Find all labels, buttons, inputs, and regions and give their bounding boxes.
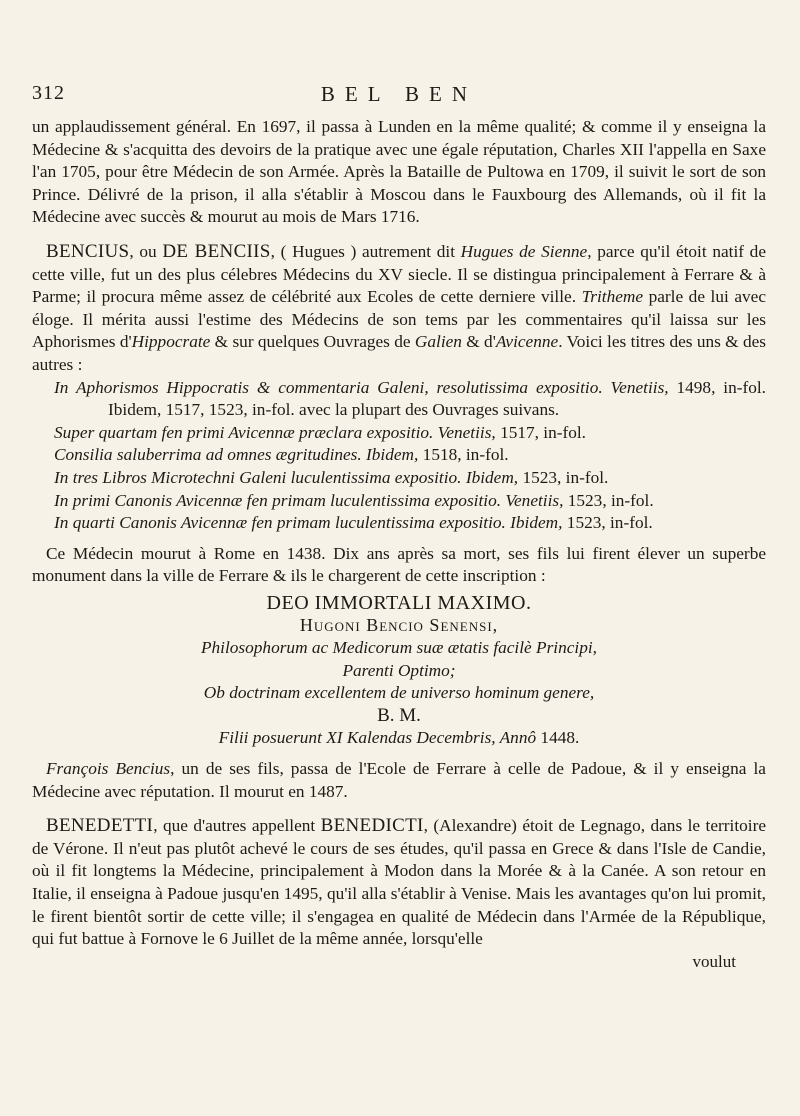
work-title-imprint: 1523, in-fol. (562, 513, 653, 533)
inscription-year: 1448. (536, 728, 580, 748)
catchword: voulut (692, 951, 736, 971)
text-fragment: & sur quelques Ouvrages de (210, 332, 415, 352)
entry-bencius (32, 241, 766, 377)
work-title-latin: Consilia saluberrima ad omnes ægritudines. Ibidem, (54, 445, 419, 465)
works-list (32, 377, 766, 535)
inscription-line (32, 727, 766, 750)
inscription-line: Philosophorum ac Medicorum suæ ætatis facilè Principi, (200, 638, 597, 658)
work-title (54, 490, 766, 513)
work-title-imprint: 1523, in-fol. (563, 490, 654, 510)
name-tritheme: Tritheme (581, 287, 644, 307)
alt-headword-benciis: DE BENCIIS (162, 240, 271, 262)
text-fragment: , que d'autres appellent (153, 816, 321, 836)
inscription-line: B. M. (377, 704, 421, 726)
page-body (32, 116, 766, 973)
work-title (54, 512, 766, 535)
inscription-dedication: Filii posuerunt XI Kalendas Decembris, Annô (218, 728, 537, 748)
work-title-imprint: 1517, in-fol. (495, 422, 587, 442)
work-title (54, 377, 766, 422)
text-fragment: , ou (129, 241, 163, 261)
text-fragment: & d' (461, 332, 496, 352)
running-head: BEL BEN (320, 82, 478, 106)
text-fragment: , (Alexandre) étoit de Legnago, dans le territoire de Vérone. Il n'eut pas plutôt achevé le cours de ses études, qu'il passa en Grece & dans l'Isle de Candie, où il fit longtems la Médecine, principalement à Modon dans la Morée & à la Canée. A son retour en Italie, il enseigna à Padoue jusqu'en 1495, qu'il alla s'établir à Venise. Mais les avantages qu'on lui promit, le firent bientôt sortir de cette ville; il s'engagea en qualité de Médecin dans l'Armée de la République, qui fut battue à Fornove le 6 Juillet de la même année, lorsqu'elle (32, 816, 766, 949)
name-francois: François Bencius (46, 759, 171, 779)
work-title (54, 467, 766, 490)
continuation-paragraph: un applaudissement général. En 1697, il passa à Lunden en la même qualité; & comme il y enseigna la Médecine & s'acquitta des devoirs de la pratique avec une égale réputation, Charles XII l'appella en Saxe l'an 1705, pour être Médecin de son Armée. Après la Bataille de Pultowa en 1709, il suivit le sort de son Prince. Délivré de la prison, il alla s'établir à Moscou dans le Fauxbourg des Allemands, où il fit la Médecine avec succès & mourut au mois de Mars 1716. (32, 117, 766, 227)
inscription-line: Ob doctrinam excellentem de universo hominum genere, (203, 683, 595, 703)
text-fragment: parle de lui avec éloge. Il mérita aussi l'estime des Médecins de son tems par les commentaires qu'il laissa sur les Aphorismes d' (32, 287, 766, 352)
text-fragment: . Voici les titres des uns & des autres : (32, 332, 766, 374)
name-hippocrate: Hippocrate (131, 332, 211, 352)
inscription-line: DEO IMMORTALI MAXIMO. (266, 591, 532, 614)
work-title (54, 422, 766, 445)
work-title (54, 444, 766, 467)
epitaph-inscription (32, 592, 766, 750)
work-title-imprint: 1518, in-fol. (418, 445, 509, 465)
work-title-imprint: 1523, in-fol. (518, 467, 609, 487)
text-fragment: , parce qu'il étoit natif de cette ville, fut un des plus célebres Médecins du XV siecle. Il se distingua principalement à Ferrare & à Parme; il procura même assez de célébrité aux Ecoles de cette derniere ville. (32, 241, 766, 307)
headword-benedetti: BENEDETTI (46, 815, 154, 837)
text-fragment: , un de ses fils, passa de l'Ecole de Ferrare à celle de Padoue, & il y enseigna la Médecine avec réputation. Il mourut en 1487. (32, 759, 766, 801)
name-avicenne: Avicenne (495, 332, 559, 352)
inscription-line: Hugoni Bencio Senensi, (299, 615, 499, 636)
page-header (32, 82, 766, 112)
work-title-latin: In quarti Canonis Avicennæ fen primam luculentissima expositio. Ibidem, (54, 513, 563, 533)
work-title-latin: In Aphorismos Hippocratis & commentaria Galeni, resolutissima expositio. Venetiis, (54, 377, 669, 397)
alias-italic: Hugues de Sienne (460, 241, 588, 261)
work-title-imprint: 1498, in-fol. Ibidem, 1517, 1523, in-fol. avec la plupart des Ouvrages suivans. (108, 377, 766, 420)
text-fragment: , ( Hugues ) autrement dit (270, 241, 461, 261)
work-title-latin: Super quartam fen primi Avicennæ præclara expositio. Venetiis, (54, 422, 496, 442)
alt-headword-benedicti: BENEDICTI (320, 815, 424, 837)
entry-francois (32, 758, 766, 803)
entry-benedetti (32, 815, 766, 951)
work-title-latin: In primi Canonis Avicennæ fen primam luculentissima expositio. Venetiis, (54, 490, 564, 510)
name-galien: Galien (414, 332, 462, 352)
page-number: 312 (32, 82, 65, 104)
death-paragraph: Ce Médecin mourut à Rome en 1438. Dix ans après sa mort, ses fils lui firent élever un superbe monument dans la ville de Ferrare & ils le chargerent de cette inscription : (32, 543, 766, 586)
work-title-latin: In tres Libros Microtechni Galeni luculentissima expositio. Ibidem, (54, 467, 519, 487)
inscription-line: Parenti Optimo; (342, 660, 456, 680)
headword-bencius: BENCIUS (46, 240, 130, 262)
